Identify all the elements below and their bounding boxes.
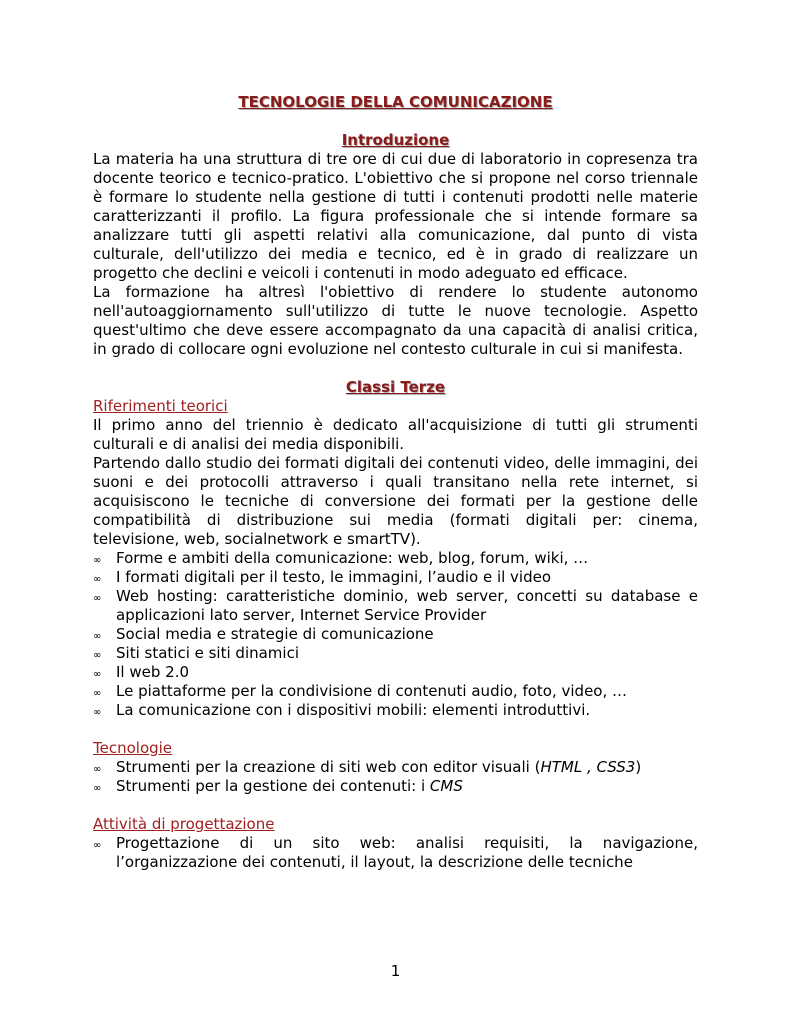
list-item-text: Forme e ambiti della comunicazione: web, blog, forum, wiki, … <box>116 549 589 567</box>
list-item <box>93 625 698 644</box>
list-item <box>93 834 698 872</box>
list-item <box>93 644 698 663</box>
list-item <box>93 701 698 720</box>
list-item-text-end: ) <box>635 758 642 776</box>
riferimenti-teorici-label: Riferimenti teorici <box>93 397 228 415</box>
list-item-text: Strumenti per la creazione di siti web con editor visuali ( <box>116 758 541 776</box>
list-item-emphasis: CMS <box>429 777 463 795</box>
intro-paragraph-2: La formazione ha altresì l'obiettivo di rendere lo studente autonomo nell'autoaggiornamento sull'utilizzo di tutte le nuove tecnologie. Aspetto quest'ultimo che deve essere accompagnato da una capacità di analisi critica, in grado di collocare ogni evoluzione nel contesto culturale in cui si manifesta. <box>93 283 698 358</box>
intro-heading: Introduzione <box>341 131 450 149</box>
list-item-text: La comunicazione con i dispositivi mobili: elementi introduttivi. <box>116 701 591 719</box>
infinity-bullet-icon: ∞ <box>93 650 102 661</box>
list-item <box>93 568 698 587</box>
infinity-bullet-icon: ∞ <box>93 707 102 718</box>
list-item-text: I formati digitali per il testo, le immagini, l’audio e il video <box>116 568 552 586</box>
tecnologie-list <box>93 758 698 796</box>
infinity-bullet-icon: ∞ <box>93 688 102 699</box>
list-item-text: Strumenti per la gestione dei contenuti: i <box>116 777 430 795</box>
infinity-bullet-icon: ∞ <box>93 840 102 851</box>
list-item-text: Progettazione di un sito web: analisi requisiti, la navigazione, l’organizzazione dei contenuti, il layout, la descrizione delle tecniche <box>116 834 698 871</box>
intro-paragraph-1: La materia ha una struttura di tre ore di cui due di laboratorio in copresenza tra docente teorico e tecnico-pratico. L'obiettivo che si propone nel corso triennale è formare lo studente nella gestione di tutti i contenuti prodotti nelle materie caratterizzanti il profilo. La figura professionale che si intende formare sa analizzare tutti gli aspetti relativi alla comunicazione, dal punto di vista culturale, dell'utilizzo dei media e tecnico, ed è in grado di realizzare un progetto che declini e veicoli i contenuti in modo adeguato ed efficace. <box>93 150 698 282</box>
list-item-text: Siti statici e siti dinamici <box>116 644 300 662</box>
infinity-bullet-icon: ∞ <box>93 593 102 604</box>
riferimenti-paragraph-1: Il primo anno del triennio è dedicato all'acquisizione di tutti gli strumenti culturali e di analisi dei media disponibili. <box>93 416 698 453</box>
infinity-bullet-icon: ∞ <box>93 669 102 680</box>
riferimenti-paragraph-2: Partendo dallo studio dei formati digitali dei contenuti video, delle immagini, dei suoni e dei protocolli attraverso i quali transitano nella rete internet, si acquisiscono le tecniche di conversione dei formati per la gestione delle compatibilità di distribuzione sui media (formati digitali per: cinema, televisione, web, socialnetwork e smartTV). <box>93 454 698 548</box>
list-item <box>93 549 698 568</box>
infinity-bullet-icon: ∞ <box>93 764 102 775</box>
list-item-text: Social media e strategie di comunicazione <box>116 625 434 643</box>
infinity-bullet-icon: ∞ <box>93 555 102 566</box>
list-item <box>93 663 698 682</box>
page-content <box>93 93 698 872</box>
classi-terze-heading: Classi Terze <box>345 378 446 396</box>
list-item-emphasis: HTML , CSS3 <box>540 758 636 776</box>
list-item <box>93 777 698 796</box>
document-title: TECNOLOGIE DELLA COMUNICAZIONE <box>238 93 553 111</box>
list-item <box>93 758 698 777</box>
infinity-bullet-icon: ∞ <box>93 631 102 642</box>
list-item-text: Il web 2.0 <box>116 663 190 681</box>
list-item <box>93 682 698 701</box>
infinity-bullet-icon: ∞ <box>93 783 102 794</box>
page-number: 1 <box>390 962 401 980</box>
list-item <box>93 587 698 625</box>
list-item-text: Le piattaforme per la condivisione di contenuti audio, foto, video, … <box>116 682 628 700</box>
progettazione-list <box>93 834 698 872</box>
tecnologie-label: Tecnologie <box>93 739 173 757</box>
infinity-bullet-icon: ∞ <box>93 574 102 585</box>
riferimenti-list <box>93 549 698 720</box>
list-item-text: Web hosting: caratteristiche dominio, web server, concetti su database e applicazioni lato server, Internet Service Provider <box>116 587 698 624</box>
attivita-progettazione-label: Attività di progettazione <box>93 815 275 833</box>
